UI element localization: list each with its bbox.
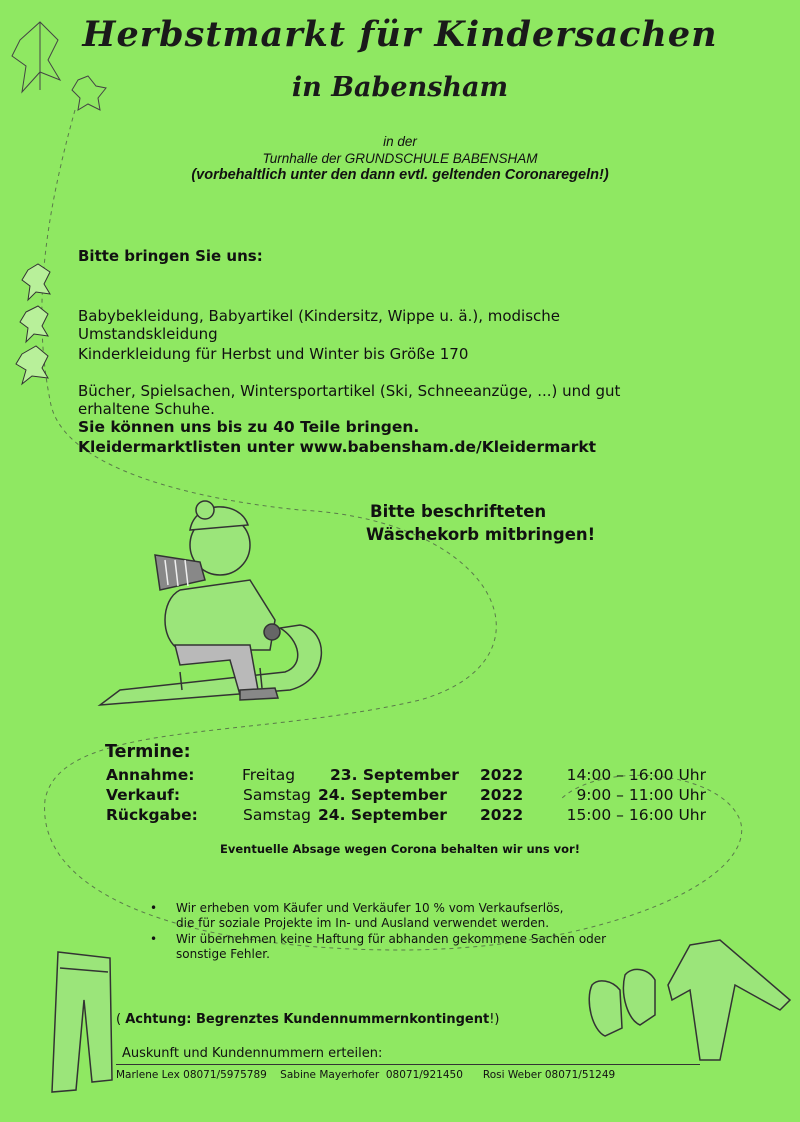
attention-text: Achtung: Begrenztes Kundennummernkontingent (125, 1012, 490, 1027)
basket-line-2: Wäschekorb mitbringen! (366, 525, 596, 544)
bring-item-3a: Bücher, Spielsachen, Wintersportartikel (Ski, Schneeanzüge, ...) und gut (78, 382, 621, 400)
bullet-2a: Wir übernehmen keine Haftung für abhanden gekommene Sachen oder (176, 932, 607, 946)
termin-year: 2022 (480, 806, 524, 824)
termin-date: 24. September (318, 786, 447, 804)
item-limit: Sie können uns bis zu 40 Teile bringen. (78, 418, 420, 436)
basket-line-1: Bitte beschrifteten (370, 502, 547, 521)
termin-date: 23. September (330, 766, 459, 784)
termin-day: Freitag (242, 766, 296, 784)
bullet-1b: die für soziale Projekte im In- und Ausland verwendet werden. (176, 916, 550, 930)
contact-heading: Auskunft und Kundennummern erteilen: (122, 1046, 383, 1061)
termin-day: Samstag (243, 806, 311, 824)
bullet-1a: Wir erheben vom Käufer und Verkäufer 10 % vom Verkaufserlös, (176, 901, 564, 915)
termin-row (106, 766, 726, 786)
termin-year: 2022 (480, 766, 524, 784)
termin-time: 15:00 – 16:00 Uhr (566, 806, 706, 824)
bring-item-1a: Babybekleidung, Babyartikel (Kindersitz, Wippe u. ä.), modische (78, 307, 561, 325)
bullet-2b: sonstige Fehler. (176, 947, 270, 961)
termin-row (106, 786, 726, 806)
sledding-child-illustration (100, 501, 321, 705)
venue-line-2: Turnhalle der GRUNDSCHULE BABENSHAM (262, 151, 538, 166)
termin-year: 2022 (480, 786, 524, 804)
jacket-illustration (668, 940, 790, 1060)
venue-line-3: (vorbehaltlich unter den dann evtl. geltenden Coronaregeln!) (191, 167, 609, 183)
bring-item-1b: Umstandskleidung (78, 325, 218, 343)
termine-heading: Termine: (105, 742, 191, 762)
bullet-dot: • (150, 932, 158, 946)
termin-day: Samstag (243, 786, 311, 804)
attention-open: ( (116, 1012, 126, 1027)
footer-divider (116, 1064, 700, 1065)
attention-note (116, 1012, 499, 1027)
termin-time: 9:00 – 11:00 Uhr (576, 786, 706, 804)
termin-label: Rückgabe: (106, 806, 198, 824)
bring-item-2: Kinderkleidung für Herbst und Winter bis Größe 170 (78, 345, 469, 363)
corona-notice: Eventuelle Absage wegen Corona behalten wir uns vor! (220, 842, 580, 856)
bullet-dot: • (150, 901, 158, 915)
page-subtitle: in Babensham (291, 72, 509, 103)
bring-item-3b: erhaltene Schuhe. (78, 400, 215, 418)
contact-people: Marlene Lex 08071/5975789 Sabine Mayerhofer 08071/921450 Rosi Weber 08071/51249 (116, 1069, 616, 1081)
bring-heading: Bitte bringen Sie uns: (78, 247, 263, 265)
mittens-illustration (589, 969, 655, 1036)
termin-date: 24. September (318, 806, 447, 824)
termin-label: Verkauf: (106, 786, 181, 804)
kleidermarkt-lists: Kleidermarktlisten unter www.babensham.de/Kleidermarkt (78, 438, 597, 456)
termin-label: Annahme: (106, 766, 195, 784)
termin-time: 14:00 – 16:00 Uhr (566, 766, 706, 784)
termin-row (106, 806, 726, 826)
pants-illustration (52, 952, 112, 1092)
venue-line-1: in der (383, 134, 417, 149)
page-title: Herbstmarkt für Kindersachen (82, 14, 718, 55)
attention-close: !) (489, 1012, 500, 1027)
